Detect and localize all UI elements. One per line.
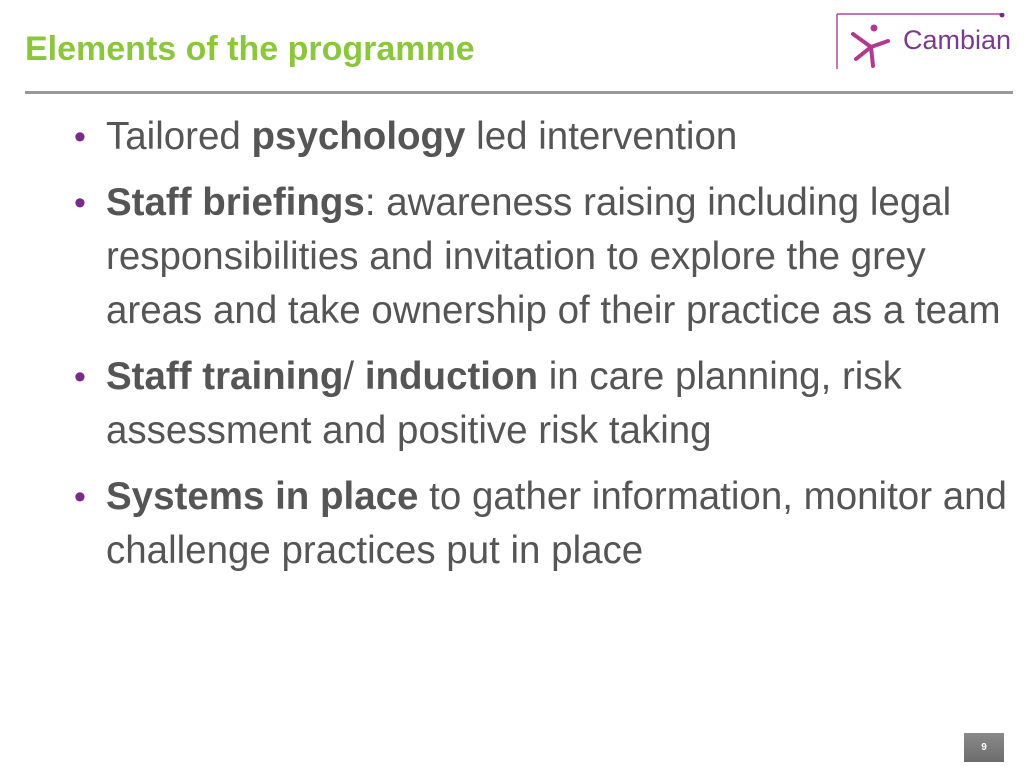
bullet-bold-text: Staff briefings (106, 181, 365, 224)
figure-icon (853, 25, 888, 67)
bullet-text: : awareness raising including legal responsibilities and invitation to explore the grey areas and take ownership of their practice as a team (106, 181, 1001, 332)
slide-title: Elements of the programme (25, 30, 475, 68)
bullet-separator: / (343, 355, 365, 398)
bullet-bold-text: Staff training (106, 355, 344, 398)
bullet-bold-text: psychology (251, 115, 466, 158)
bullet-dot-icon: • (74, 478, 86, 516)
bullet-item (74, 470, 1011, 578)
page-number: 9 (964, 733, 1004, 762)
bullet-dot-icon: • (74, 184, 86, 222)
bullet-item (74, 350, 1011, 458)
logo-text: Cambian (903, 25, 1012, 55)
bullet-text: in care planning, risk assessment and positive risk taking (106, 355, 902, 452)
bullet-item (74, 110, 1011, 164)
title-divider (25, 91, 1013, 94)
bullet-item (74, 176, 1011, 338)
bullet-dot-icon: • (74, 118, 86, 156)
bullet-dot-icon: • (74, 358, 86, 396)
bullet-list (74, 110, 1011, 590)
cambian-logo (836, 13, 1012, 70)
bullet-text: Tailored (106, 115, 252, 158)
bullet-text: to gather information, monitor and challenge practices put in place (106, 475, 1007, 572)
bullet-bold-text: Systems in place (106, 475, 419, 518)
bullet-bold-text: induction (364, 355, 539, 398)
bullet-text: led intervention (465, 115, 738, 158)
